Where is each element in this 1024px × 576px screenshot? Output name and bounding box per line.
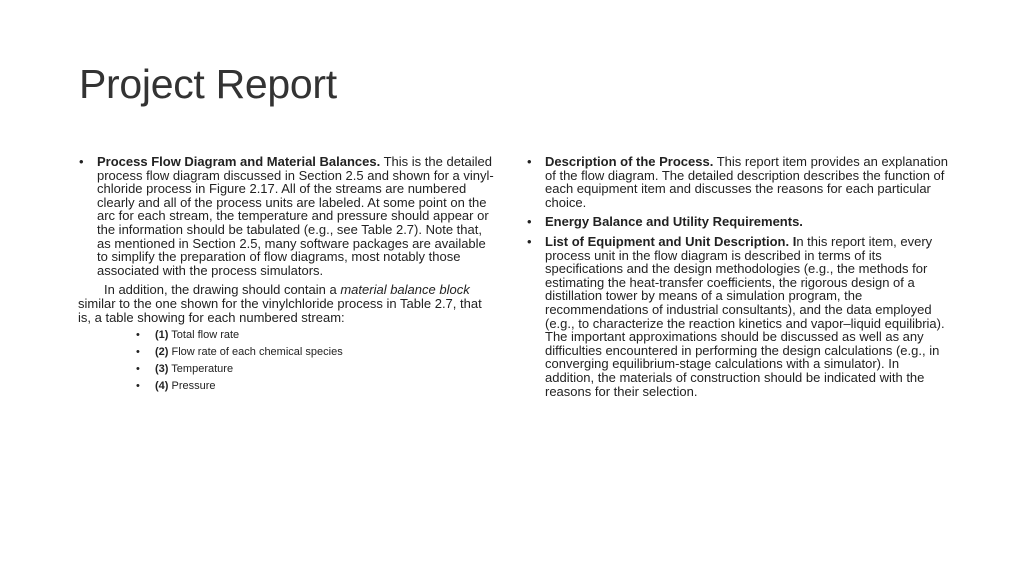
item-text: n this report item, every process unit in the flow diagram is described in terms of its specifications and the design methodologies (e.g., the methods for estimating the heat-transfer coefficients, the rigorous design of a distillation tower by means of a simulation program, the recommendations of industrial consultants), and the data employed (e.g., to characterize the reaction kinetics and vapor–liquid equilibria). The important approximations should be discussed as well as any difficulties encountered in performing the design calculations (e.g., in converging equilibrium-stage calculations with a simulator). In addition, the materials of construction should be indicated with the reasons for their selection. (545, 233, 945, 399)
subitem-number: (1) (155, 329, 169, 342)
list-item (136, 329, 498, 342)
item-text: This report item provides an explanation of the flow diagram. The detailed description describes the function of each equipment item and discusses the reasons for each particular choice. (545, 154, 948, 210)
left-column (78, 155, 498, 397)
stream-properties-list (78, 329, 498, 393)
list-item (136, 363, 498, 376)
item-lead: Description of the Process. (545, 154, 714, 169)
item-lead: Energy Balance and Utility Requirements. (545, 214, 803, 230)
item-lead: Process Flow Diagram and Material Balances. (97, 154, 381, 169)
paragraph-italic-term: material balance block (340, 282, 470, 298)
subitem-number: (4) (155, 380, 169, 393)
list-item (78, 155, 498, 277)
subitem-text: Total flow rate (168, 329, 240, 342)
list-item (526, 155, 951, 209)
paragraph-text-before: In addition, the drawing should contain a (104, 282, 341, 298)
list-item (136, 346, 498, 359)
list-item (136, 380, 498, 393)
subitem-text: Pressure (168, 380, 216, 393)
page-title: Project Report (79, 61, 337, 107)
list-item (526, 215, 951, 229)
material-balance-paragraph (78, 283, 498, 324)
subitem-text: Flow rate of each chemical species (168, 346, 343, 359)
item-text: This is the detailed process flow diagram discussed in Section 2.5 and shown for a vinyl-chloride process in Figure 2.17. All of the streams are numbered clearly and all of the process units are labeled. At some point on the arc for each stream, the temperature and pressure should appear or the information should be tabulated (e.g., see Table 2.7). Note that, as mentioned in Section 2.5, many software packages are available to simplify the preparation of flow diagrams, most notably those associated with the process simulators. (97, 154, 494, 278)
subitem-number: (2) (155, 346, 169, 359)
left-bullet-list (78, 155, 498, 277)
subitem-number: (3) (155, 363, 169, 376)
right-bullet-list (526, 155, 951, 398)
paragraph-text-after: similar to the one shown for the vinylchloride process in Table 2.7, that is, a table showing for each numbered stream: (78, 295, 482, 325)
right-column (526, 155, 951, 404)
subitem-text: Temperature (168, 363, 234, 376)
item-lead: List of Equipment and Unit Description. I (545, 233, 797, 249)
list-item (526, 235, 951, 398)
